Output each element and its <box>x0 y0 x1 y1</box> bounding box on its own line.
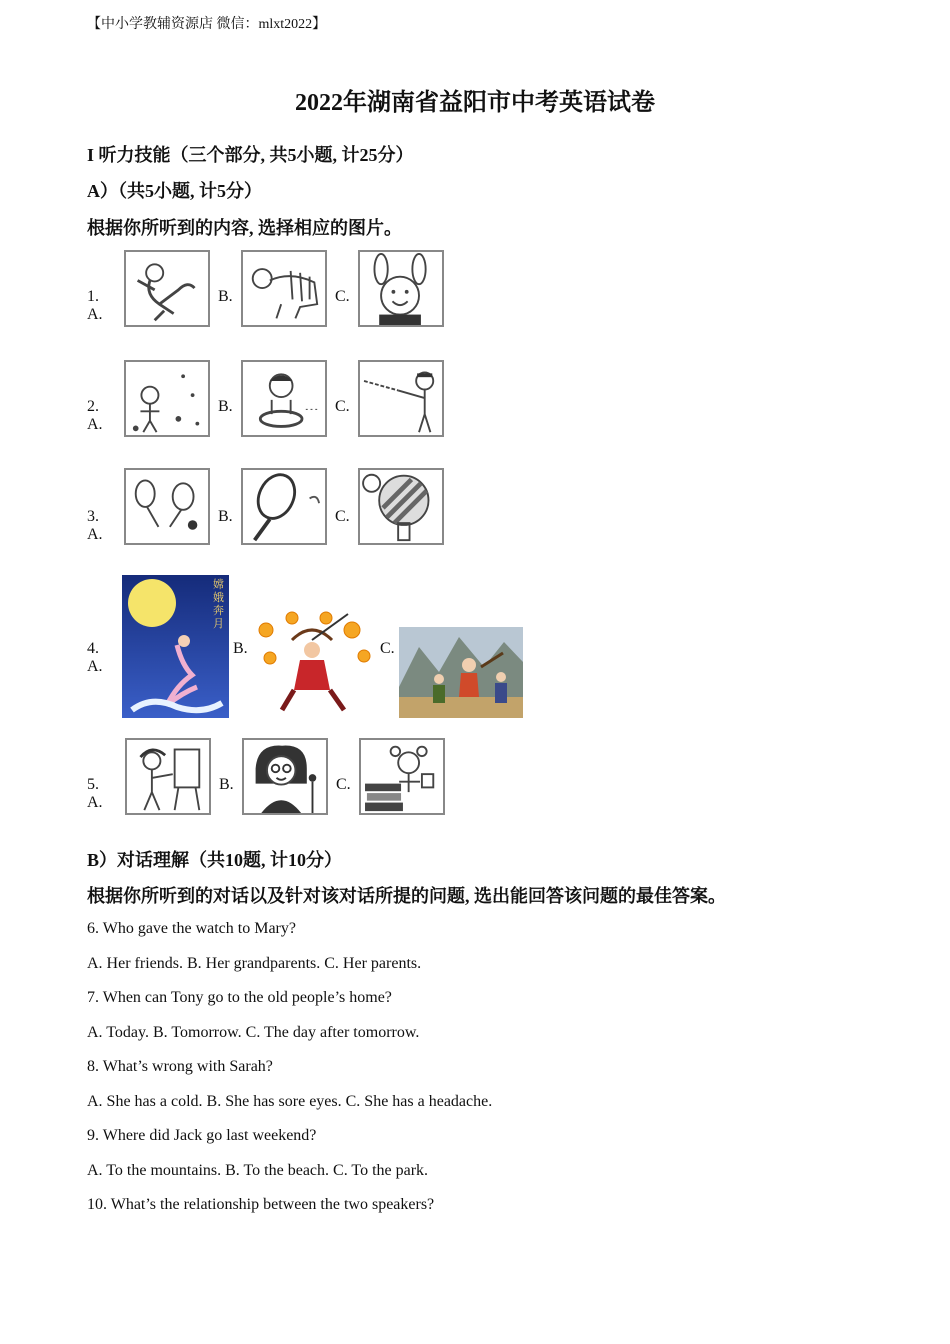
tennis-racket-picture[interactable] <box>241 468 327 545</box>
part-b-instruction: 根据你所听到的对话以及针对该对话所提的问题, 选出能回答该问题的最佳答案。 <box>87 886 726 906</box>
tiger-picture[interactable] <box>241 250 327 327</box>
option-label: B. <box>218 288 233 305</box>
monkey-picture[interactable] <box>124 250 210 327</box>
option-label: B. <box>219 776 234 793</box>
section-heading: I 听力技能（三个部分, 共5小题, 计25分） <box>87 145 414 165</box>
part-a-heading: A）（共5小题, 计5分） <box>87 181 262 201</box>
houyi-shoots-suns-picture[interactable] <box>252 610 378 714</box>
option-label: B. <box>218 398 233 415</box>
boy-autumn-leaves-picture[interactable] <box>124 360 210 437</box>
option-label: C. <box>335 398 350 415</box>
question-line: 10. What’s the relationship between the two speakers? <box>87 1196 435 1213</box>
option-label: 2. A. <box>87 398 103 433</box>
option-label: C. <box>336 776 351 793</box>
question-line: 9. Where did Jack go last weekend? <box>87 1127 317 1144</box>
girl-painting-picture[interactable] <box>125 738 211 815</box>
girl-reading-picture[interactable] <box>359 738 445 815</box>
option-label: 4. A. <box>87 640 103 675</box>
change-moon-picture[interactable] <box>122 575 229 718</box>
girl-singing-picture[interactable] <box>242 738 328 815</box>
option-label: B. <box>218 508 233 525</box>
answer-options: A. Today. B. Tomorrow. C. The day after tomorrow. <box>87 1024 420 1041</box>
question-line: 8. What’s wrong with Sarah? <box>87 1058 273 1075</box>
option-label: B. <box>233 640 248 657</box>
part-b-heading: B）对话理解（共10题, 计10分） <box>87 850 343 870</box>
badminton-picture[interactable] <box>124 468 210 545</box>
answer-options: A. She has a cold. B. She has sore eyes. C. She has a headache. <box>87 1093 493 1110</box>
option-label: C. <box>335 288 350 305</box>
question-line: 6. Who gave the watch to Mary? <box>87 920 296 937</box>
option-label: C. <box>335 508 350 525</box>
part-a-instruction: 根据你所听到的内容, 选择相应的图片。 <box>87 218 402 238</box>
boy-snow-picture[interactable] <box>358 360 444 437</box>
header-note: 【中小学教辅资源店 微信：mlxt2022】 <box>87 17 327 32</box>
option-label: 3. A. <box>87 508 103 543</box>
answer-options: A. To the mountains. B. To the beach. C. To the park. <box>87 1162 429 1179</box>
poster-vertical-text: 嫦娥奔月 <box>213 579 224 630</box>
rabbit-picture[interactable] <box>358 250 444 327</box>
question-line: 7. When can Tony go to the old people’s home? <box>87 989 392 1006</box>
page-title: 2022年湖南省益阳市中考英语试卷 <box>295 90 655 116</box>
option-label: 1. A. <box>87 288 103 323</box>
answer-options: A. Her friends. B. Her grandparents. C. Her parents. <box>87 955 422 972</box>
boy-swimming-picture[interactable] <box>241 360 327 437</box>
option-label: C. <box>380 640 395 657</box>
ping-pong-paddle-picture[interactable] <box>358 468 444 545</box>
yugong-moves-mountain-picture[interactable] <box>399 627 523 718</box>
option-label: 5. A. <box>87 776 103 811</box>
